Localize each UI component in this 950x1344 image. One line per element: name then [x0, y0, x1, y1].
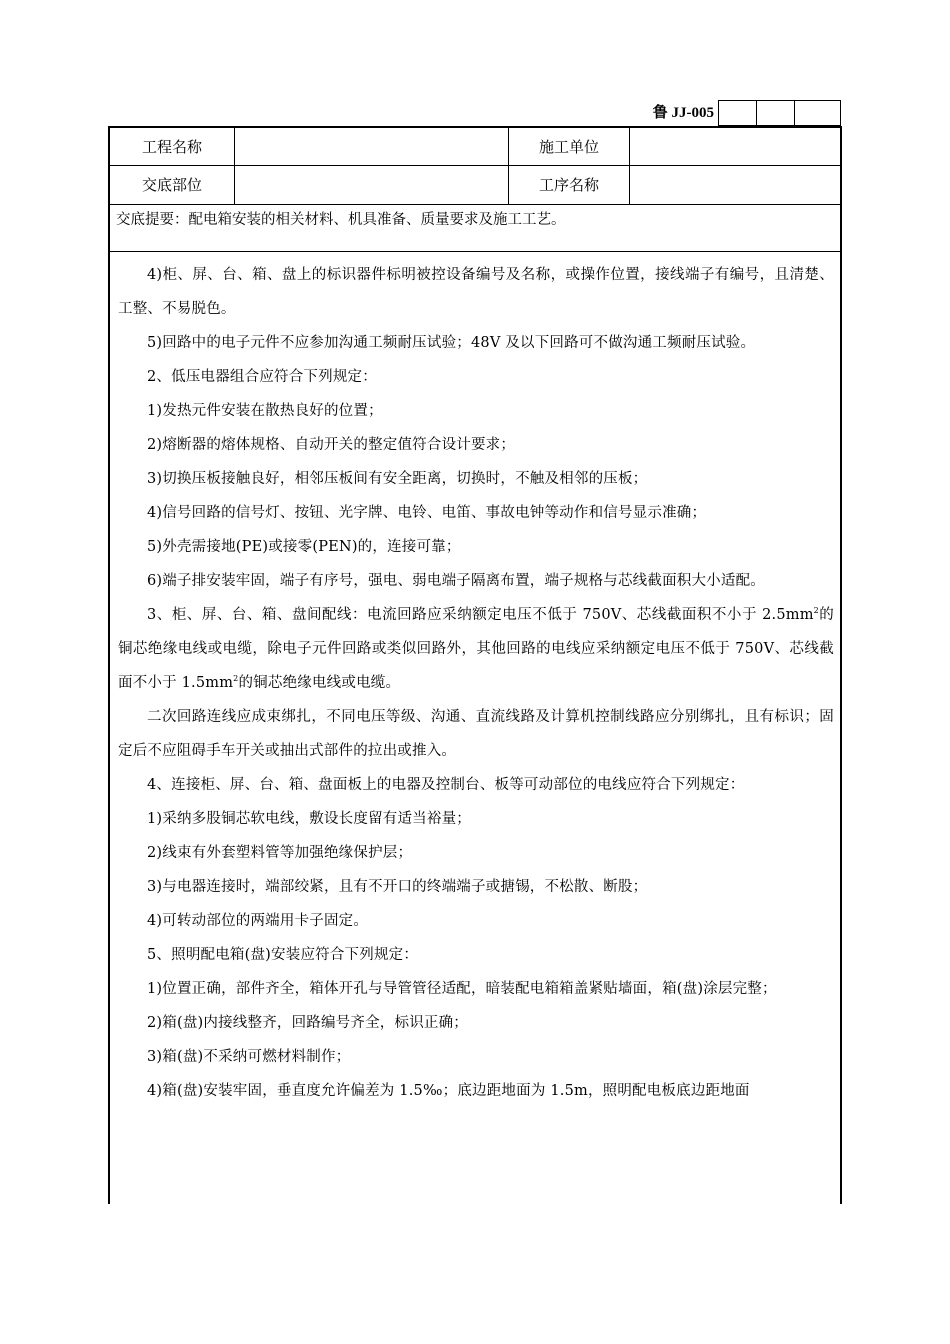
- paragraph: 4)箱(盘)安装牢固，垂直度允许偏差为 1.5‰；底边距地面为 1.5m，照明配电板底边距地面: [147, 1083, 750, 1099]
- construction-unit-value: [630, 128, 840, 165]
- row-divider-3: [110, 251, 842, 252]
- wiring-text-3: 的铜芯绝缘电线或电缆。: [238, 675, 401, 691]
- process-name-label: 工序名称: [538, 176, 599, 194]
- wiring-text-2: 的铜芯绝缘电线或电缆，除电子元件回路或类似回路外，其他回路的电线应采纳额定电压不低于 750V、芯线截面不小于 1.5mm: [118, 607, 834, 691]
- form-code-box-3: [794, 100, 841, 126]
- wiring-text-1: 3、柜、屏、台、箱、盘间配线：电流回路应采纳额定电压不低于 750V、芯线截面积不小于 2.5mm: [147, 607, 814, 623]
- form-code-row: [632, 100, 841, 126]
- process-name-value: [630, 166, 840, 204]
- paragraph: 二次回路连线应成束绑扎，不同电压等级、沟通、直流线路及计算机控制线路应分别绑扎，且有标识；固定后不应阻碍手车开关或抽出式部件的拉出或推入。: [118, 709, 834, 759]
- row-divider-2: [110, 204, 842, 205]
- wiring-paragraph: [118, 598, 834, 700]
- disclosure-form: [108, 126, 842, 1204]
- paragraph: 6)端子排安装牢固，端子有序号，强电、弱电端子隔离布置，端子规格与芯线截面积大小适配。: [147, 573, 765, 589]
- form-code-box-2: [756, 100, 795, 126]
- paragraph: 4)可转动部位的两端用卡子固定。: [147, 913, 369, 929]
- disclosure-summary: 交底提要：配电箱安装的相关材料、机具准备、质量要求及施工工艺。: [116, 212, 566, 228]
- paragraph: 2)线束有外套塑料管等加强绝缘保护层；: [147, 845, 413, 861]
- form-code-box-1: [718, 100, 757, 126]
- disclosure-part-label: 交底部位: [141, 176, 202, 194]
- paragraph: 1)位置正确，部件齐全，箱体开孔与导管管径适配，暗装配电箱箱盖紧贴墙面，箱(盘)涂层完整；: [147, 981, 777, 997]
- paragraph: 5、照明配电箱(盘)安装应符合下列规定：: [147, 947, 419, 963]
- paragraph: 4、连接柜、屏、台、箱、盘面板上的电器及控制台、板等可动部位的电线应符合下列规定：: [147, 777, 745, 793]
- project-name-label: 工程名称: [141, 138, 202, 156]
- construction-unit-label: 施工单位: [538, 138, 599, 156]
- paragraph: 3)切换压板接触良好，相邻压板间有安全距离，切换时，不触及相邻的压板；: [147, 471, 648, 487]
- project-name-value: [235, 128, 508, 165]
- paragraph: 2)熔断器的熔体规格、自动开关的整定值符合设计要求；: [147, 437, 516, 453]
- paragraph: 2)箱(盘)内接线整齐，回路编号齐全，标识正确；: [147, 1015, 468, 1031]
- paragraph: 3)与电器连接时，端部绞紧，且有不开口的终端端子或搪锡，不松散、断股；: [147, 879, 648, 895]
- superscript-2: 2: [233, 674, 239, 684]
- paragraph: 4)柜、屏、台、箱、盘上的标识器件标明被控设备编号及名称，或操作位置，接线端子有编号，且清楚、工整、不易脱色。: [118, 267, 834, 317]
- paragraph: 5)外壳需接地(PE)或接零(PEN)的，连接可靠；: [147, 539, 461, 555]
- paragraph: 1)发热元件安装在散热良好的位置；: [147, 403, 383, 419]
- disclosure-body: [118, 258, 834, 1108]
- superscript-2: 2: [813, 606, 819, 616]
- form-code: 鲁 JJ-005: [652, 105, 714, 121]
- paragraph: 4)信号回路的信号灯、按钮、光字牌、电铃、电笛、事故电钟等动作和信号显示准确；: [147, 505, 707, 521]
- paragraph: 2、低压电器组合应符合下列规定：: [147, 369, 377, 385]
- paragraph: 5)回路中的电子元件不应参加沟通工频耐压试验；48V 及以下回路可不做沟通工频耐压试验。: [147, 335, 756, 351]
- paragraph: 3)箱(盘)不采纳可燃材料制作；: [147, 1049, 351, 1065]
- paragraph: 1)采纳多股铜芯软电线，敷设长度留有适当裕量；: [147, 811, 471, 827]
- disclosure-part-value: [235, 166, 508, 204]
